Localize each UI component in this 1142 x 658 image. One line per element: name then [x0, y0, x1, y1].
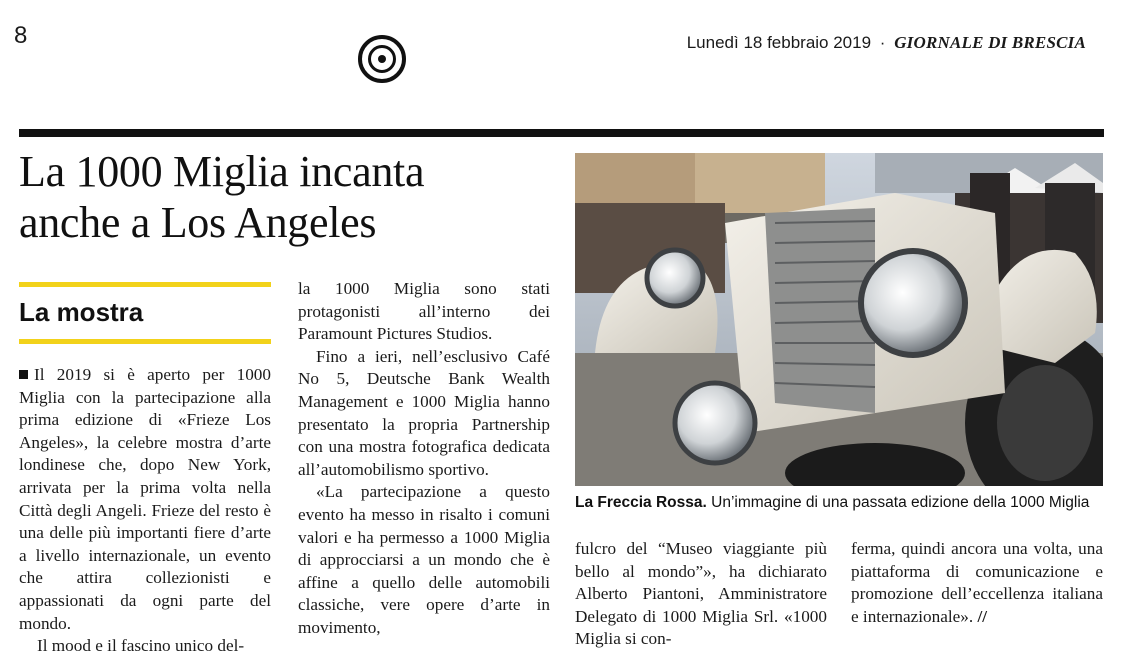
newspaper-logo-icon — [358, 35, 406, 83]
vintage-car-illustration — [575, 153, 1103, 486]
section-bar-top — [19, 282, 271, 287]
top-rule — [19, 129, 1104, 137]
col2-paragraph-2: Fino a ieri, nell’esclusivo Café No 5, Deutsche Bank Wealth Management e 1000 Miglia hanno presentato la propria Partnership con una mostra fotografica dedicata all’automobilismo sportivo. — [298, 346, 550, 479]
car-photo — [575, 153, 1103, 486]
end-mark: // — [977, 606, 988, 626]
section-bar-bottom — [19, 339, 271, 344]
col3-paragraph: fulcro del “Museo viaggiante più bello al mondo”», ha dichiarato Alberto Piantoni, Amministratore Delegato di 1000 Miglia Srl. «1000 Miglia si con- — [575, 539, 827, 649]
issue-date: Lunedì 18 febbraio 2019 — [686, 33, 872, 52]
col1-paragraph-1: Il 2019 si è aperto per 1000 Miglia con la partecipazione alla prima edizione di «Frieze Los Angeles», la celebre mostra d’arte londinese che, dopo New York, arrivata per la prima volta nella Città degli Angeli. Frieze del resto è una delle più importanti fiere d’arte a livello internazionale, un evento che attira collezionisti e appassionati da ogni parte del mondo. — [19, 365, 271, 633]
caption-text: Un’immagine di una passata edizione della 1000 Miglia — [711, 494, 1090, 511]
caption-title: La Freccia Rossa. — [575, 494, 707, 511]
section-title: La mostra — [19, 297, 144, 327]
col4-paragraph: ferma, quindi ancora una volta, una piattaforma di comunicazione e promozione dell’eccellenza italiana e internazionale». — [851, 539, 1103, 626]
article-column-4 — [851, 538, 1103, 628]
article-column-3 — [575, 538, 827, 651]
article-column-1 — [19, 364, 271, 658]
col1-paragraph-2: Il mood e il fascino unico del- — [37, 636, 245, 656]
issue-separator: · — [879, 33, 886, 52]
col2-paragraph-3: «La partecipazione a questo evento ha messo in risalto i comuni valori e ha permesso a 1000 Miglia di approcciarsi a un mondo che è affine a quello delle automobili classiche, vere opere d’arte in movimento, — [298, 482, 550, 637]
headline — [19, 146, 559, 248]
newspaper-name: GIORNALE DI BRESCIA — [894, 33, 1086, 52]
issue-line — [687, 33, 1086, 53]
headline-line-2: anche a Los Angeles — [19, 198, 377, 247]
article-column-2 — [298, 278, 550, 640]
headline-line-1: La 1000 Miglia incanta — [19, 147, 425, 196]
photo-caption — [575, 494, 1135, 512]
col2-paragraph-1: la 1000 Miglia sono stati protagonisti all’interno dei Paramount Pictures Studios. — [298, 279, 550, 344]
page-number: 8 — [14, 22, 28, 49]
paragraph-marker-icon — [19, 370, 28, 379]
